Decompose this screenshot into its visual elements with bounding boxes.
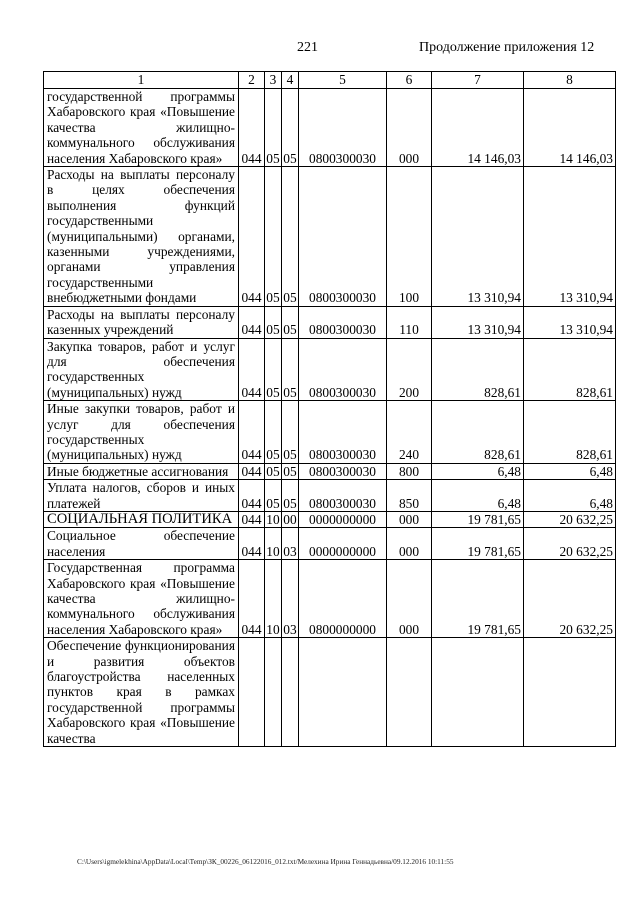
row-name: Обеспечение функционирования и развития объектов благоустройства населенных пунктов края в рамках государственной программы Хабаровского края «Повышение качества xyxy=(44,638,239,747)
cell-admin-code: 044 xyxy=(239,480,265,512)
cell-subsection: 03 xyxy=(282,528,299,560)
cell-expense-type: 000 xyxy=(387,528,432,560)
row-name: Уплата налогов, сборов и иных платежей xyxy=(44,480,239,512)
cell-target-code: 0800300030 xyxy=(299,167,387,307)
cell-amount-1: 13 310,94 xyxy=(432,306,524,338)
cell-expense-type: 100 xyxy=(387,167,432,307)
cell-amount-1: 828,61 xyxy=(432,401,524,464)
cell-target-code: 0000000000 xyxy=(299,511,387,527)
row-name: государственной программы Хабаровского края «Повышение качества жилищно-коммунального обслуживания населения Хабаровского края» xyxy=(44,89,239,167)
table-row xyxy=(44,306,616,338)
cell-target-code: 0000000000 xyxy=(299,528,387,560)
cell-amount-1: 6,48 xyxy=(432,463,524,479)
cell-amount-2: 20 632,25 xyxy=(524,511,616,527)
cell-amount-2: 6,48 xyxy=(524,480,616,512)
table-row xyxy=(44,560,616,638)
page-number: 221 xyxy=(297,40,318,55)
cell-admin-code: 044 xyxy=(239,89,265,167)
budget-table xyxy=(43,71,616,747)
cell-expense-type: 800 xyxy=(387,463,432,479)
cell-expense-type: 000 xyxy=(387,560,432,638)
cell-target-code: 0800300030 xyxy=(299,401,387,464)
cell-target-code: 0800300030 xyxy=(299,463,387,479)
cell-subsection: 05 xyxy=(282,306,299,338)
cell-amount-1: 6,48 xyxy=(432,480,524,512)
cell-subsection: 05 xyxy=(282,480,299,512)
cell-admin-code: 044 xyxy=(239,463,265,479)
cell-amount-1: 828,61 xyxy=(432,338,524,401)
cell-subsection: 00 xyxy=(283,511,297,527)
cell-section: 05 xyxy=(265,480,282,512)
cell-amount-1: 14 146,03 xyxy=(432,89,524,167)
cell-amount-2: 6,48 xyxy=(524,463,616,479)
table-row xyxy=(44,89,616,167)
cell-target-code: 0800300030 xyxy=(299,480,387,512)
table-row xyxy=(44,401,616,464)
column-header: 2 xyxy=(239,72,265,89)
file-path-footer: C:\Users\igmelekhina\AppData\Local\Temp\ЗК_00226_06122016_012.txt/Мелехина Ирина Геннадьевна/09.12.2016 10:11:55 xyxy=(77,857,454,866)
cell-target-code xyxy=(299,638,387,747)
column-header: 5 xyxy=(299,72,387,89)
cell-admin-code: 044 xyxy=(239,306,265,338)
cell-section: 05 xyxy=(265,401,282,464)
table-row xyxy=(44,528,616,560)
cell-subsection: 05 xyxy=(282,401,299,464)
cell-subsection xyxy=(282,638,299,747)
cell-expense-type: 200 xyxy=(387,338,432,401)
cell-expense-type: 000 xyxy=(387,89,432,167)
row-name: Закупка товаров, работ и услуг для обеспечения государственных (муниципальных) нужд xyxy=(44,338,239,401)
cell-target-code: 0800300030 xyxy=(299,306,387,338)
cell-admin-code: 044 xyxy=(239,560,265,638)
cell-admin-code: 044 xyxy=(239,528,265,560)
cell-admin-code xyxy=(239,638,265,747)
cell-admin-code: 044 xyxy=(239,167,265,307)
cell-target-code: 0800000000 xyxy=(299,560,387,638)
column-header: 6 xyxy=(387,72,432,89)
cell-amount-1: 19 781,65 xyxy=(432,528,524,560)
cell-amount-2: 20 632,25 xyxy=(524,560,616,638)
cell-amount-2 xyxy=(524,638,616,747)
cell-amount-2: 20 632,25 xyxy=(524,528,616,560)
cell-section xyxy=(265,638,282,747)
cell-section: 05 xyxy=(265,89,282,167)
cell-section: 10 xyxy=(265,528,282,560)
cell-amount-2: 14 146,03 xyxy=(524,89,616,167)
cell-section: 10 xyxy=(266,511,280,527)
cell-section: 10 xyxy=(265,560,282,638)
cell-amount-1: 13 310,94 xyxy=(432,167,524,307)
cell-expense-type: 850 xyxy=(387,480,432,512)
cell-subsection: 05 xyxy=(282,89,299,167)
cell-admin-code: 044 xyxy=(239,338,265,401)
column-header: 7 xyxy=(432,72,524,89)
row-name: Социальное обеспечение населения xyxy=(44,528,239,560)
cell-expense-type: 240 xyxy=(387,401,432,464)
cell-section: 05 xyxy=(266,463,280,479)
cell-section: 05 xyxy=(265,338,282,401)
table-row xyxy=(44,480,616,512)
column-header: 3 xyxy=(265,72,282,89)
cell-section: 05 xyxy=(265,306,282,338)
cell-amount-2: 828,61 xyxy=(524,338,616,401)
cell-section: 05 xyxy=(265,167,282,307)
row-name: Расходы на выплаты персоналу казенных учреждений xyxy=(44,306,239,338)
table-row xyxy=(44,463,616,479)
cell-amount-1: 19 781,65 xyxy=(432,560,524,638)
cell-subsection: 05 xyxy=(282,167,299,307)
column-header: 8 xyxy=(524,72,616,89)
cell-amount-1 xyxy=(432,638,524,747)
table-row xyxy=(44,167,616,307)
cell-subsection: 05 xyxy=(283,463,297,479)
cell-expense-type: 110 xyxy=(387,306,432,338)
table-row xyxy=(44,638,616,747)
column-header: 4 xyxy=(282,72,299,89)
cell-expense-type: 000 xyxy=(387,511,432,527)
cell-target-code: 0800300030 xyxy=(299,338,387,401)
table-row xyxy=(44,338,616,401)
column-header: 1 xyxy=(44,72,239,89)
row-name: СОЦИАЛЬНАЯ ПОЛИТИКА xyxy=(44,511,239,527)
row-name: Иные бюджетные ассигнования xyxy=(44,463,239,479)
cell-admin-code: 044 xyxy=(239,511,265,527)
cell-target-code: 0800300030 xyxy=(299,89,387,167)
row-name: Государственная программа Хабаровского края «Повышение качества жилищно-коммунального обслуживания населения Хабаровского края» xyxy=(44,560,239,638)
cell-expense-type xyxy=(387,638,432,747)
continuation-label: Продолжение приложения 12 xyxy=(419,40,595,55)
cell-amount-2: 13 310,94 xyxy=(524,167,616,307)
table-row xyxy=(44,511,616,527)
cell-subsection: 05 xyxy=(282,338,299,401)
cell-amount-2: 13 310,94 xyxy=(524,306,616,338)
row-name: Расходы на выплаты персоналу в целях обеспечения выполнения функций государственными (муниципальными) органами, казенными учреждениями, органами управления государственными внебюджетными фондами xyxy=(44,167,239,307)
cell-admin-code: 044 xyxy=(239,401,265,464)
cell-subsection: 03 xyxy=(282,560,299,638)
cell-amount-2: 828,61 xyxy=(524,401,616,464)
row-name: Иные закупки товаров, работ и услуг для обеспечения государственных (муниципальных) нужд xyxy=(44,401,239,464)
column-header-row xyxy=(44,72,616,89)
cell-amount-1: 19 781,65 xyxy=(432,511,524,527)
